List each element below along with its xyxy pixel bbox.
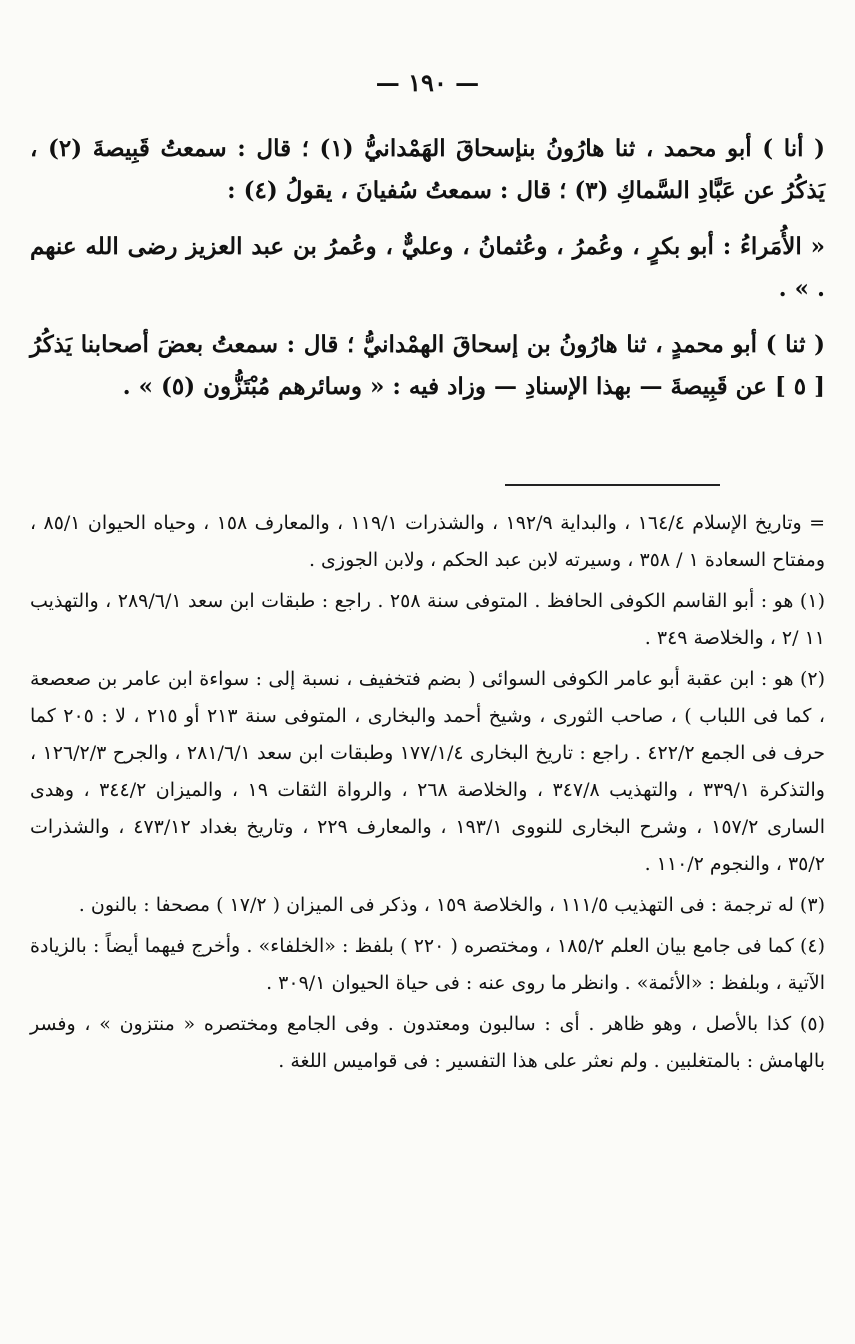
footnote-continuation: = وتاريخ الإسلام ١٦٤/٤ ، والبداية ١٩٢/٩ ، والشذرات ١١٩/١ ، والمعارف ١٥٨ ، وحياه الحيوان ٨٥/١ ، ومفتاح السعادة ١ / ٣٥٨ ، وسيرته لابن عبد الحكم ، ولابن الجوزى .: [30, 512, 826, 571]
footnote-5: (٥) كذا بالأصل ، وهو ظاهر . أى : سالبون ومعتدون . وفى الجامع ومختصره « منتزون » ، وفسر بالهامش : بالمتغلبين . ولم نعثر على هذا التفسير : فى قواميس اللغة .: [30, 1013, 825, 1072]
footnote-1: (١) هو : أبو القاسم الكوفى الحافظ . المتوفى سنة ٢٥٨ . راجع : طبقات ابن سعد ٢٨٩/٦/١ ، والتهذيب ١١ /٢ ، والخلاصة ٣٤٩ .: [30, 590, 825, 649]
footnote-2: (٢) هو : ابن عقبة أبو عامر الكوفى السوائى ( بضم فتخفيف ، نسبة إلى : سواءة ابن عامر بن صعصعة ، كما فى اللباب ) ، صاحب الثورى ، وشيخ أحمد والبخارى ، المتوفى سنة ٢١٣ أو ٢١٥ ، لا : ٢٠٥ كما حرف فى الجمع ٤٢٢/٢ . راجع : تاريخ البخارى ١٧٧/١/٤ وطبقات ابن سعد ٢٨١/٦/١ ، والجرح ١٢٦/٢/٣ ، والتذكرة ٣٣٩/١ ، والتهذيب ٣٤٧/٨ ، والخلاصة ٢٦٨ ، والرواة الثقات ١٩ ، والميزان ٣٤٤/٢ ، وهدى السارى ١٥٧/٢ ، وشرح البخارى للنووى ١٩٣/١ ، والمعارف ٢٢٩ ، وتاريخ بغداد ٤٧٣/١٢ ، والشذرات ٣٥/٢ ، والنجوم ١١٠/٢ .: [30, 668, 826, 875]
footnote-3: (٣) له ترجمة : فى التهذيب ١١١/٥ ، والخلاصة ١٥٩ ، وذكر فى الميزان ( ١٧/٢ ) مصحفا : بالنون .: [78, 894, 825, 916]
footnotes: [30, 505, 825, 1084]
main-paragraph: ( أنا ) أبو محمد ، ثنا هارُونُ بنإسحاقَ الهَمْدانيُّ (١) ؛ قال : سمعتُ قَبِيصةَ (٢) ، يَذكُرُ عن عَبَّادِ السَّماكِ (٣) ؛ قال : سمعتُ سُفيانَ ، يقولُ (٤) :: [30, 135, 825, 204]
main-text: [30, 128, 825, 422]
footnote-4: (٤) كما فى جامع بيان العلم ١٨٥/٢ ، ومختصره ( ٢٢٠ ) بلفظ : «الخلفاء» . وأخرج فيهما أيضاً : بالزيادة الآتية ، وبلفظ : «الأئمة» . وانظر ما روى عنه : فى حياة الحيوان ٣٠٩/١ .: [30, 935, 825, 994]
footnote-separator: [505, 484, 720, 486]
page-number: — ١٩٠ —: [375, 68, 480, 97]
main-paragraph: « الأُمَراءُ : أبو بكرٍ ، وعُمرُ ، وعُثمانُ ، وعليٌّ ، وعُمرُ بن عبد العزيز رضى الله عنهم . » .: [30, 233, 825, 302]
main-paragraph: ( ثنا ) أبو محمدٍ ، ثنا هارُونُ بن إسحاقَ الهمْدانيُّ ؛ قال : سمعتُ بعضَ أصحابنا يَذكُرُ [ ٥ ] عن قَبِيصةَ — بهذا الإسنادِ — وزاد فيه : « وسائرهم مُبْتَزُّون (٥) » .: [30, 331, 825, 400]
